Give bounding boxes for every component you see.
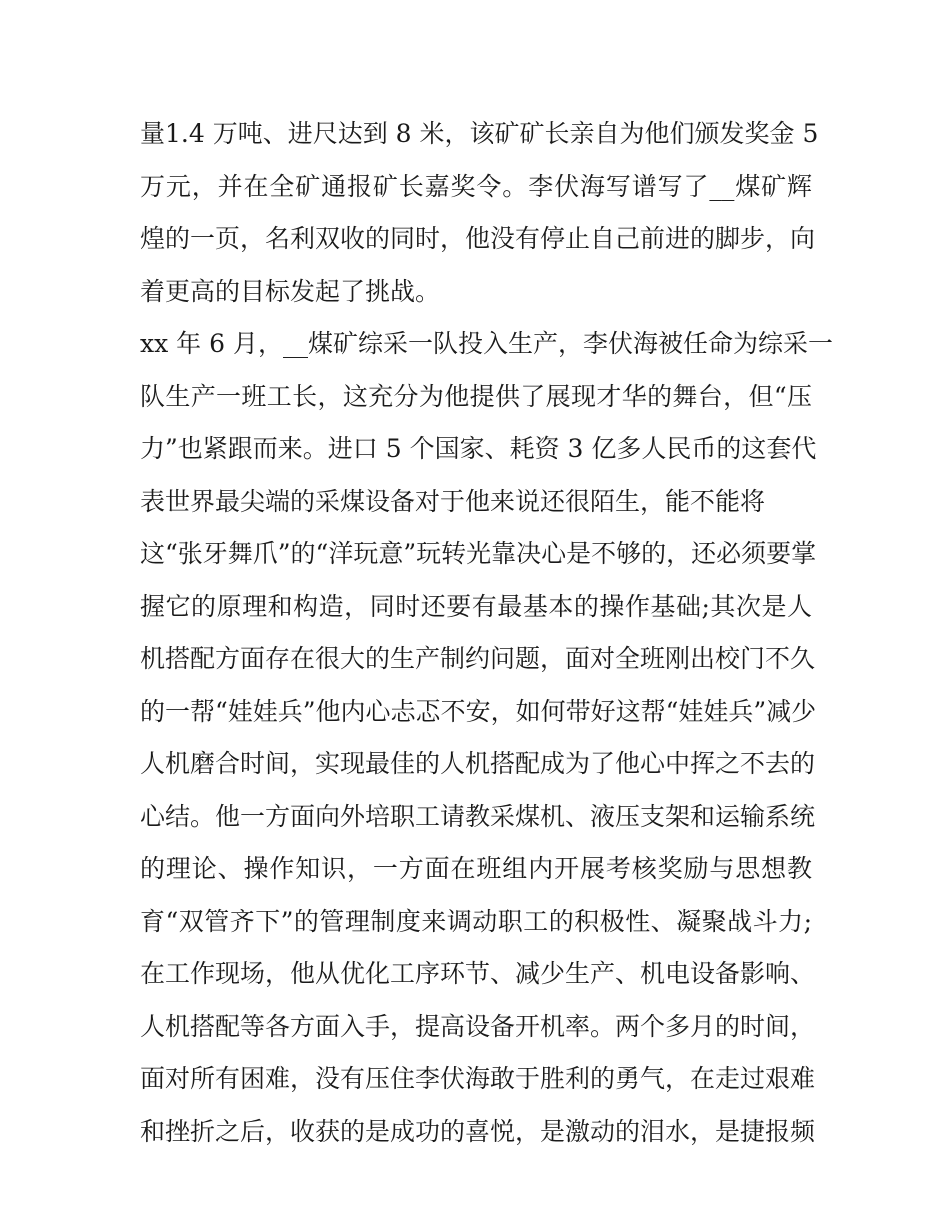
text-line-7: 力”也紧跟而来。进口 5 个国家、耗资 3 亿多人民币的这套代 <box>140 434 817 463</box>
text-line-17: 在工作现场，他从优化工序环节、减少生产、机电设备影响、 <box>140 959 816 988</box>
text-line-19: 面对所有困难，没有压住李伏海敢于胜利的勇气，在走过艰难 <box>140 1064 816 1093</box>
text-line-4: 着更高的目标发起了挑战。 <box>140 276 441 306</box>
text-line-16: 育“双管齐下”的管理制度来调动职工的积极性、凝聚战斗力; <box>140 906 812 936</box>
text-line-8: 表世界最尖端的采煤设备对于他来说还很陌生，能不能将 <box>140 486 766 516</box>
text-line-14: 心结。他一方面向外培职工请教采煤机、液压支架和运输系统 <box>140 801 816 831</box>
text-line-12: 的一帮“娃娃兵”他内心忐忑不安，如何带好这帮“娃娃兵”减少 <box>140 696 817 726</box>
text-line-3: 煌的一页，名利双收的同时，他没有停止自己前进的脚步，向 <box>140 224 816 253</box>
text-line-2: 万元，并在全矿通报矿长嘉奖令。李伏海写谱写了__煤矿辉 <box>140 171 812 201</box>
body-text <box>140 108 833 1158</box>
text-line-5: xx 年 6 月，__煤矿综采一队投入生产，李伏海被任命为综采一 <box>140 329 833 358</box>
text-line-6: 队生产一班工长，这充分为他提供了展现才华的舞台，但“压 <box>140 381 812 411</box>
text-line-15: 的理论、操作知识，一方面在班组内开展考核奖励与思想教 <box>140 854 812 883</box>
text-line-20: 和挫折之后，收获的是成功的喜悦，是激动的泪水，是捷报频 <box>140 1116 816 1146</box>
text-line-10: 握它的原理和构造，同时还要有最基本的操作基础;其次是人 <box>140 591 812 621</box>
text-line-13: 人机磨合时间，实现最佳的人机搭配成为了他心中挥之不去的 <box>140 749 816 778</box>
text-line-1: 量1.4 万吨、进尺达到 8 米，该矿矿长亲自为他们颁发奖金 5 <box>140 119 819 148</box>
text-line-11: 机搭配方面存在很大的生产制约问题，面对全班刚出校门不久 <box>140 644 816 673</box>
text-line-18: 人机搭配等各方面入手，提高设备开机率。两个多月的时间， <box>140 1011 816 1041</box>
text-line-9: 这“张牙舞爪”的“洋玩意”玩转光靠决心是不够的，还必须要掌 <box>140 539 817 568</box>
